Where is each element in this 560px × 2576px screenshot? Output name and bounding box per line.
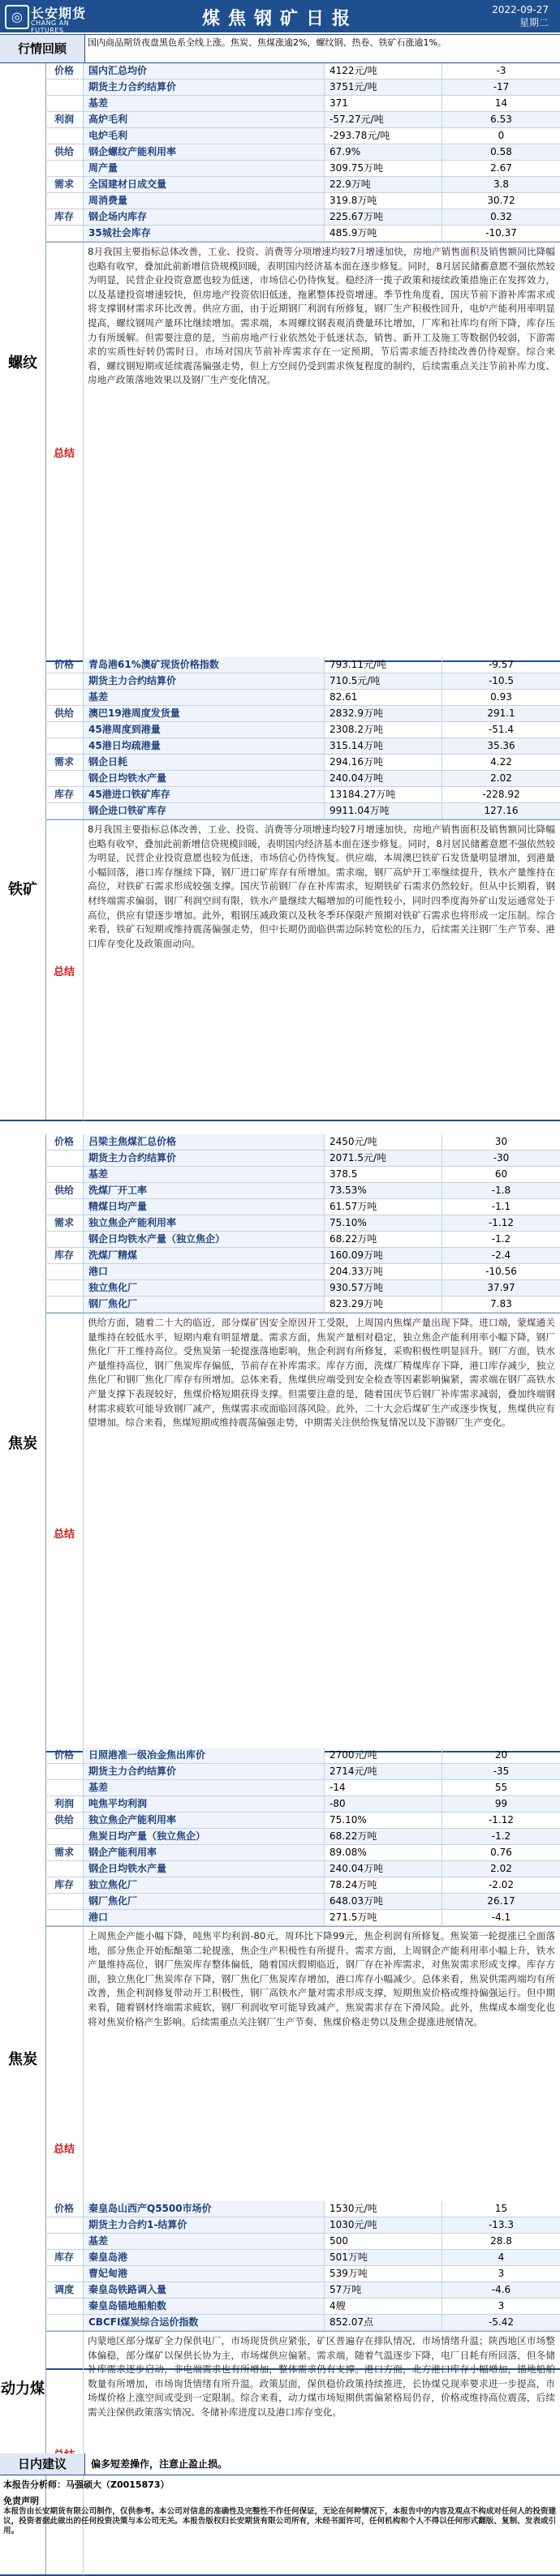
- section-2: [0, 1134, 560, 1752]
- table-row: [45, 1861, 560, 1877]
- table-row: [45, 1134, 560, 1150]
- cell-value: 309.75万吨: [325, 161, 442, 176]
- cell-value: 67.9%: [325, 144, 442, 160]
- cell-cat: [45, 722, 84, 738]
- cell-cat: [45, 2266, 84, 2281]
- cell-value: 9911.04万吨: [325, 803, 442, 819]
- intraday-advice-text: 偏多短差操作，注意止盈止损。: [91, 2458, 228, 2470]
- summary-text: 8月我国主要指标总体改善，工业、投资、消费等分项增速均较7月增速加快，房地产销售面积及销售额同比降幅也略有收窄，叠加此前新增信贷规模回暖，表明国内经济基本面在逐步修复。同时，8月居民储蓄意愿不强依然较为明显，民营企业投资意愿也较为低迷，市场信心仍待恢复。稳经济一揽子政策和接续政策措施正在发挥效力，以及基建投资增速较快，但房地产投资依旧低迷，拖累整体投资增速。季节性角度看，国庆节前下游补库需求或将支撑钢材需求环比改善。供应方面，由于近期钢厂利润有所修复，钢厂生产积极性回升，电炉产能利用率明显提高，螺纹钢周产量环比继续增加。需求端，本周螺纹钢表观消费量环比增加，厂库和社库均有所下降，库存压力有所缓解。但需要注意的是，当前房地产行业依然处于低迷状态，销售、新开工及施工等数据仍较弱，下游需求的实质性好转仍需时日。市场对国庆节前补库需求存在一定预期，节后需求能否持续改善仍待观察。综合来看，螺纹钢短期或延续震荡偏强走势，但上方空间仍受到需求恢复程度的制约，后续需重点关注节前补库力度、房地产政策落地效果以及钢厂生产变化情况。: [88, 246, 555, 386]
- cell-change: 7.83: [490, 1298, 512, 1310]
- table-row: [45, 128, 560, 144]
- table-row: [45, 1183, 560, 1199]
- table-row: [45, 690, 560, 706]
- cell-item: 独立焦化厂: [84, 1877, 325, 1893]
- cell-item: 钢企产能利用率: [84, 1845, 325, 1860]
- section-table: [45, 1748, 560, 1926]
- cell-value: 294.16万吨: [325, 755, 442, 770]
- cell-item: 基差: [84, 2234, 325, 2249]
- cell-change: 3: [498, 2300, 505, 2312]
- cell-item: 秦皇岛锚地船舶数: [84, 2299, 325, 2314]
- table-row: [45, 2234, 560, 2250]
- cell-cat: [45, 1280, 84, 1296]
- summary-label: 总结: [45, 1927, 84, 2369]
- cell-cat: 需求: [45, 755, 84, 770]
- cell-value: 2450元/吨: [325, 1134, 442, 1150]
- cell-cat: [45, 1764, 84, 1779]
- table-row: [45, 1894, 560, 1910]
- cell-cat: [45, 1264, 84, 1279]
- cell-cat: 库存: [45, 2250, 84, 2265]
- cell-change: 20: [494, 1749, 508, 1761]
- cell-value: 485.9万吨: [325, 226, 442, 241]
- cell-value: 89.08%: [325, 1845, 442, 1860]
- table-row: [45, 161, 560, 177]
- cell-change: 3: [498, 2268, 505, 2279]
- cell-change: -4.1: [491, 1912, 511, 1923]
- cell-change: -2.4: [442, 1248, 560, 1263]
- cell-value: 68.22万吨: [325, 1829, 442, 1844]
- table-row: [45, 2201, 560, 2217]
- table-row: [45, 2299, 560, 2315]
- cell-change: -1.8: [442, 1183, 560, 1198]
- cell-value: -80: [325, 1796, 442, 1812]
- cell-change: -5.42: [442, 2315, 560, 2330]
- cell-value: 61.57万吨: [325, 1199, 442, 1215]
- table-row: [45, 2250, 560, 2266]
- cell-value: -57.27元/吨: [325, 112, 442, 127]
- cell-value: 271.5万吨: [325, 1910, 442, 1925]
- cell-change: -1.1: [491, 1201, 511, 1212]
- cell-cat: [45, 1829, 84, 1844]
- cell-change: 55: [494, 1782, 508, 1793]
- table-row: [45, 96, 560, 112]
- cell-cat: 价格: [45, 657, 84, 673]
- table-row: [45, 657, 560, 673]
- cell-value: 648.03万吨: [325, 1894, 442, 1909]
- cell-item: 曹妃甸港: [84, 2266, 325, 2281]
- table-row: [45, 1829, 560, 1845]
- cell-change: 28.8: [490, 2235, 512, 2247]
- cell-value: 500: [325, 2234, 442, 2249]
- cell-change: -1.2: [442, 1829, 560, 1844]
- cell-change: -1.2: [491, 1233, 511, 1245]
- cell-value: 78.24万吨: [325, 1877, 442, 1893]
- cell-change: 35.36: [442, 738, 560, 754]
- cell-change: -35: [442, 1764, 560, 1779]
- report-title: 煤焦钢矿日报: [201, 8, 358, 29]
- table-row: [45, 193, 560, 209]
- cell-cat: [45, 2299, 84, 2314]
- cell-value: 68.22万吨: [325, 1232, 442, 1247]
- cell-item: 45港日均疏港量: [84, 738, 325, 754]
- cell-item: 秦皇岛港: [84, 2250, 325, 2265]
- table-row: [45, 2315, 560, 2331]
- cell-item: 精煤日均产量: [84, 1199, 325, 1215]
- logo-cn: 长安期货: [31, 6, 87, 21]
- cell-cat: 价格: [45, 1134, 84, 1150]
- cell-value: 4122元/吨: [325, 63, 442, 79]
- logo-mark-icon: ◎: [5, 5, 29, 29]
- table-row: [45, 673, 560, 690]
- cell-change: -30: [442, 1150, 560, 1166]
- cell-change: -1.12: [488, 1814, 515, 1826]
- section-name: 焦炭: [0, 1134, 46, 1751]
- cell-cat: [45, 2234, 84, 2249]
- cell-change: 0.58: [442, 144, 560, 160]
- cell-value: 13184.27万吨: [325, 787, 442, 802]
- cell-value: -293.78元/吨: [325, 128, 442, 144]
- cell-value: 930.57万吨: [325, 1280, 442, 1296]
- cell-value: -14: [325, 1780, 442, 1795]
- cell-value: 240.04万吨: [325, 1861, 442, 1877]
- disclaimer-text: 本报告由长安期货有限公司制作，仅供参考。本公司对信息的准确性及完整性不作任何保证，无论在何种情况下，本报告中的内容及观点不构成对任何人的投资建议，投资者据此做出的任何投资决策与本公司无关。本报告版权归长安期货有限公司所有，未经书面许可，任何机构和个人不得以任何形式翻版、复制、发表或引用。: [3, 2507, 557, 2535]
- table-row: [45, 1215, 560, 1232]
- cell-change: -2.02: [488, 1879, 515, 1890]
- cell-cat: 库存: [45, 1877, 84, 1893]
- cell-change: 0.76: [490, 1847, 512, 1858]
- cell-change: 30.72: [487, 195, 515, 206]
- cell-change: -10.37: [485, 227, 517, 239]
- section-summary: [45, 819, 560, 1120]
- cell-item: 澳巴19港周度发货量: [84, 706, 325, 721]
- section-name: 动力煤: [0, 2201, 46, 2574]
- summary-text: 8月我国主要指标总体改善，工业、投资、消费等分项增速均较7月增速加快，房地产销售面积及销售额同比降幅也略有收窄，叠加此前新增信贷规模回暖，表明国内经济基本面在逐步修复。同时，8月居民储蓄意愿不强依然较为明显，民营企业投资意愿也较为低迷，市场信心仍待恢复。供应端，本周澳巴铁矿石发货量明显增加，到港量小幅回落，港口库存继续下降，钢厂进口矿库存有所增加。需求端，钢厂高炉开工率继续提升，铁水产量维持在高位，对铁矿石需求形成较强支撑。国庆节前钢厂存在补库需求，短期铁矿石需求仍然较好。但从中长期看，钢材终端需求偏弱，钢厂利润空间有限，铁水产量继续大幅增加的可能性较小，同时四季度海外矿山发运通常处于高位，供应有望逐步增加。此外，粗钢压减政策以及秋冬季环保限产预期对铁矿石需求也将形成一定压制。综合来看，铁矿石短期或维持震荡偏强走势，但中长期仍面临供需边际转宽松的压力，后续需关注钢厂生产节奏、港口库存变化及政策面动向。: [88, 824, 555, 949]
- cell-item: 45港进口铁矿库存: [84, 787, 325, 802]
- cell-item: 周消费量: [84, 193, 325, 209]
- cell-change: -10.56: [485, 1266, 517, 1277]
- section-table: [45, 657, 560, 819]
- cell-cat: 利润: [45, 1796, 84, 1812]
- cell-cat: [45, 771, 84, 786]
- summary-label: 总结: [45, 243, 84, 661]
- cell-item: 基差: [84, 690, 325, 705]
- cell-item: 35城社会库存: [84, 226, 325, 241]
- cell-item: 基差: [84, 1780, 325, 1795]
- table-row: [45, 722, 560, 738]
- table-row: [45, 787, 560, 803]
- cell-change: -1.12: [442, 1215, 560, 1231]
- cell-value: 823.29万吨: [325, 1297, 442, 1312]
- table-row: [45, 1297, 560, 1313]
- cell-cat: [45, 690, 84, 705]
- table-row: [45, 1264, 560, 1280]
- table-row: [45, 1232, 560, 1248]
- cell-item: 秦皇岛铁路调入量: [84, 2282, 325, 2298]
- cell-change: -51.4: [488, 724, 515, 735]
- cell-item: 钢厂焦化厂: [84, 1297, 325, 1312]
- cell-cat: 库存: [45, 1248, 84, 1263]
- intraday-advice: [0, 2453, 560, 2475]
- table-row: [45, 706, 560, 722]
- cell-value: 1530元/吨: [325, 2201, 442, 2217]
- table-row: [45, 1845, 560, 1861]
- cell-change: -13.3: [442, 2217, 560, 2233]
- cell-item: 钢企场内库存: [84, 209, 325, 225]
- cell-item: 全国建材日成交量: [84, 177, 325, 192]
- market-review-label: 行情回顾: [0, 35, 85, 62]
- cell-cat: 库存: [45, 209, 84, 225]
- cell-value: 3751元/吨: [325, 80, 442, 95]
- report-date-block: [492, 3, 549, 29]
- table-row: [45, 1813, 560, 1829]
- cell-cat: [45, 1861, 84, 1877]
- section-summary: [45, 242, 560, 661]
- cell-cat: [45, 226, 84, 241]
- section-table: [45, 2201, 560, 2331]
- cell-item: 钢企日均铁水产量（独立焦企）: [84, 1232, 325, 1247]
- table-row: [45, 144, 560, 161]
- cell-item: 港口: [84, 1910, 325, 1925]
- summary-label: 总结: [45, 820, 84, 1120]
- market-review: [0, 34, 560, 63]
- cell-value: 2700元/吨: [325, 1748, 442, 1763]
- cell-cat: [45, 738, 84, 754]
- summary-label: 总结: [45, 1314, 84, 1752]
- cell-cat: 价格: [45, 1748, 84, 1763]
- table-row: [45, 209, 560, 226]
- report-header: [0, 0, 560, 32]
- logo-en: CHANG AN FUTURES: [31, 19, 70, 34]
- cell-value: 75.10%: [325, 1813, 442, 1828]
- cell-cat: [45, 96, 84, 111]
- cell-cat: 需求: [45, 1215, 84, 1231]
- cell-change: 26.17: [442, 1894, 560, 1909]
- cell-cat: [45, 1167, 84, 1182]
- table-row: [45, 771, 560, 787]
- disclaimer-title: 免责声明: [3, 2496, 39, 2506]
- table-row: [45, 1910, 560, 1926]
- section-0: [0, 63, 560, 662]
- cell-item: 独立焦企产能利用率: [84, 1215, 325, 1231]
- cell-value: 371: [325, 96, 442, 111]
- section-1: [0, 657, 560, 1121]
- cell-item: 期货主力合约结算价: [84, 673, 325, 689]
- cell-value: 710.5元/吨: [325, 673, 442, 689]
- table-row: [45, 80, 560, 96]
- report-date: 2022-09-27: [492, 4, 549, 15]
- cell-cat: 利润: [45, 112, 84, 127]
- cell-item: 焦炭日均产量（独立焦企）: [84, 1829, 325, 1844]
- cell-cat: 供给: [45, 144, 84, 160]
- cell-item: CBCFI煤炭综合运价指数: [84, 2315, 325, 2330]
- section-name: 螺纹: [0, 63, 46, 660]
- cell-cat: 调度: [45, 2282, 84, 2298]
- summary-text: 上周焦企产能小幅下降，吨焦平均利润-80元，周环比下降99元，焦企利润有所修复。焦炭第一轮提涨已全面落地，部分焦企开始酝酿第二轮提涨，焦企生产积极性有所提升。需求方面，上周钢企产能利用率小幅上升，铁水产量维持高位，钢厂焦炭库存整体偏低，随着国庆假期临近，钢厂存在补库需求，对焦炭需求形成支撑。库存方面，独立焦化厂焦炭库存下降，钢厂焦化厂焦炭库存增加，港口库存小幅减少。总体来看，焦炭供需两端均有所改善，焦企利润修复带动开工积极性，钢厂高铁水产量对需求形成支撑，短期焦炭价格或维持偏强运行。但中期来看，随着钢材终端需求疲软，钢厂利润收窄可能导致减产，焦炭需求存在下滑风险。此外，焦煤成本端变化也将对焦炭价格产生影响。后续需重点关注钢厂生产节奏、焦煤价格走势以及焦企提涨进展情况。: [88, 1930, 555, 2028]
- cell-cat: 价格: [45, 63, 84, 79]
- cell-change: 0.93: [490, 691, 512, 703]
- cell-change: 0: [498, 130, 505, 141]
- table-row: [45, 1150, 560, 1167]
- cell-cat: [45, 1297, 84, 1312]
- table-row: [45, 2217, 560, 2234]
- table-row: [45, 1280, 560, 1297]
- cell-item: 期货主力合约结算价: [84, 80, 325, 95]
- cell-cat: [45, 1199, 84, 1215]
- cell-cat: [45, 2315, 84, 2330]
- cell-item: 期货主力合约1-结算价: [84, 2217, 325, 2233]
- cell-item: 期货主力合约结算价: [84, 1150, 325, 1166]
- cell-item: 独立焦企产能利用率: [84, 1813, 325, 1828]
- summary-text: 供给方面，随着二十大的临近，部分煤矿因安全原因开工受限，上周国内焦煤产量出现下降。进口端，蒙煤通关量维持在较低水平，短期内难有明显增量。需求方面，焦炭产量相对稳定，独立焦企产能利用率小幅下降，钢厂焦化厂开工维持高位。受焦炭第一轮提涨落地影响，焦企利润有所修复，采购积极性明显回升。钢厂方面，铁水产量维持高位，钢厂焦炭库存偏低，节前存在补库需求。库存方面，洗煤厂精煤库存下降，港口库存减少，独立焦化厂和钢厂焦化厂库存有所增加。总体来看，焦煤供应端受到安全检查等因素影响偏紧，需求端在钢厂高铁水产量支撑下表现较好，焦煤价格短期获得支撑。但需要注意的是，随着国庆节后钢厂补库需求减弱，叠加终端钢材需求疲软可能导致钢厂减产，焦煤需求或面临回落风险。此外，二十大会后煤矿生产或逐步恢复，焦煤供应有望增加。综合来看，焦煤短期或维持震荡偏强走势，中期需关注供给恢复情况以及下游钢厂生产变化。: [88, 1317, 555, 1429]
- cell-item: 钢企日均铁水产量: [84, 1861, 325, 1877]
- cell-value: 793.11元/吨: [325, 657, 442, 673]
- cell-change: 30: [494, 1136, 508, 1147]
- cell-item: 基差: [84, 1167, 325, 1182]
- table-row: [45, 1877, 560, 1894]
- cell-item: 钢厂焦化厂: [84, 1894, 325, 1909]
- cell-change: 4.22: [490, 756, 512, 768]
- cell-value: 2714元/吨: [325, 1764, 442, 1779]
- summary-text: 内蒙地区部分煤矿全力保供电厂，市场现货供应紧张，矿区普遍存在排队情况，市场情绪升温；陕西地区市场整体偏稳，部分煤矿以保供长协为主，市场煤供应偏紧。需求端，随着气温逐步下降，电厂日耗有所回落，但冬储补库需求逐步启动，非电端需求也有所增加，整体需求仍有支撑。港口方面，北方港口库存小幅增加，锚地船舶数量有所增加，市场询货情绪有所升温。政策层面，保供稳价政策持续推进，长协煤兑现率要求进一步提高，市场煤价格上涨空间或受到一定限制。综合来看，动力煤市场短期供需偏紧格局仍存，价格或维持高位震荡，后续需关注保供政策落实情况、冬储补库进度以及港口库存变化。: [88, 2335, 555, 2418]
- cell-value: 319.8万吨: [325, 193, 442, 209]
- table-row: [45, 755, 560, 771]
- analyst-line: 本报告分析师：马强硕大（Z0015873）: [3, 2479, 170, 2490]
- cell-item: 期货主力合约结算价: [84, 1764, 325, 1779]
- cell-change: 3.8: [442, 177, 560, 192]
- cell-item: 45港周度到港量: [84, 722, 325, 738]
- cell-cat: [45, 1780, 84, 1795]
- cell-change: -228.92: [482, 789, 520, 800]
- cell-cat: [45, 193, 84, 209]
- cell-cat: [45, 673, 84, 689]
- cell-change: -10.5: [442, 673, 560, 689]
- table-row: [45, 1167, 560, 1183]
- cell-value: 4艘: [325, 2299, 442, 2314]
- cell-item: 钢企进口铁矿库存: [84, 803, 325, 819]
- section-table: [45, 1134, 560, 1313]
- cell-item: 港口: [84, 1264, 325, 1279]
- cell-value: 2832.9万吨: [325, 706, 442, 721]
- cell-item: 日照港准一级冶金焦出库价: [84, 1748, 325, 1763]
- cell-cat: [45, 1910, 84, 1925]
- cell-change: -4.6: [442, 2282, 560, 2298]
- cell-cat: 供给: [45, 706, 84, 721]
- intraday-advice-label: 日内建议: [0, 2453, 85, 2475]
- cell-change: 0.32: [442, 209, 560, 225]
- cell-value: 204.33万吨: [325, 1264, 442, 1279]
- cell-change: 291.1: [442, 706, 560, 721]
- table-row: [45, 2282, 560, 2299]
- cell-change: 99: [442, 1796, 560, 1812]
- cell-item: 吨焦平均利润: [84, 1796, 325, 1812]
- cell-item: 周产量: [84, 161, 325, 176]
- cell-item: 钢企螺纹产能利用率: [84, 144, 325, 160]
- section-table: [45, 63, 560, 242]
- cell-cat: 库存: [45, 787, 84, 802]
- section-summary: [45, 1313, 560, 1752]
- cell-change: 60: [494, 1168, 508, 1180]
- cell-change: -17: [442, 80, 560, 95]
- cell-cat: [45, 2217, 84, 2233]
- cell-change: 14: [494, 97, 508, 109]
- cell-change: 2.02: [442, 771, 560, 786]
- table-row: [45, 112, 560, 128]
- cell-value: 160.09万吨: [325, 1248, 442, 1263]
- cell-change: 6.53: [442, 112, 560, 127]
- cell-value: 73.53%: [325, 1183, 442, 1198]
- table-row: [45, 2266, 560, 2282]
- cell-change: 127.16: [442, 803, 560, 819]
- cell-change: 15: [494, 2203, 508, 2214]
- section-name: 铁矿: [0, 657, 46, 1120]
- cell-value: 539万吨: [325, 2266, 442, 2281]
- cell-item: 钢企日耗: [84, 755, 325, 770]
- table-row: [45, 1248, 560, 1264]
- cell-item: 电炉毛利: [84, 128, 325, 144]
- cell-change: -9.57: [488, 659, 515, 670]
- cell-item: 高炉毛利: [84, 112, 325, 127]
- cell-value: 75.10%: [325, 1215, 442, 1231]
- cell-cat: [45, 80, 84, 95]
- cell-value: 501万吨: [325, 2250, 442, 2265]
- cell-change: 4: [442, 2250, 560, 2265]
- cell-change: 2.67: [490, 162, 512, 174]
- cell-value: 240.04万吨: [325, 771, 442, 786]
- cell-value: 225.67万吨: [325, 209, 442, 225]
- cell-cat: 供给: [45, 1183, 84, 1198]
- cell-value: 1030元/吨: [325, 2217, 442, 2233]
- cell-cat: 需求: [45, 177, 84, 192]
- table-row: [45, 1780, 560, 1796]
- cell-cat: [45, 803, 84, 819]
- cell-value: 315.14万吨: [325, 738, 442, 754]
- report-weekday: 星期二: [519, 17, 549, 28]
- cell-cat: 价格: [45, 2201, 84, 2217]
- table-row: [45, 738, 560, 755]
- cell-cat: 需求: [45, 1845, 84, 1860]
- cell-item: 钢企日均铁水产量: [84, 771, 325, 786]
- table-row: [45, 226, 560, 242]
- cell-value: 2071.5元/吨: [325, 1150, 442, 1166]
- market-review-text: 国内商品期货夜盘黑色系全线上涨。焦炭、焦煤涨逾2%，螺纹钢、热卷、铁矿石涨逾1%。: [88, 37, 446, 48]
- cell-item: 独立焦化厂: [84, 1280, 325, 1296]
- table-row: [45, 1796, 560, 1813]
- table-row: [45, 1199, 560, 1215]
- cell-value: 852.07点: [325, 2315, 442, 2330]
- cell-item: 洗煤厂开工率: [84, 1183, 325, 1198]
- table-row: [45, 1748, 560, 1764]
- cell-change: 37.97: [442, 1280, 560, 1296]
- table-row: [45, 1764, 560, 1780]
- section-name: 焦炭: [0, 1748, 46, 2368]
- cell-item: 国内汇总均价: [84, 63, 325, 79]
- cell-value: 22.9万吨: [325, 177, 442, 192]
- cell-cat: 供给: [45, 1813, 84, 1828]
- cell-value: 378.5: [325, 1167, 442, 1182]
- cell-cat: [45, 1150, 84, 1166]
- cell-value: 57万吨: [325, 2282, 442, 2298]
- cell-item: 基差: [84, 96, 325, 111]
- cell-value: 82.61: [325, 690, 442, 705]
- cell-item: 青岛港61%澳矿现货价格指数: [84, 657, 325, 673]
- cell-item: 吕梁主焦煤汇总价格: [84, 1134, 325, 1150]
- cell-change: -3: [496, 65, 506, 76]
- cell-cat: [45, 128, 84, 144]
- cell-cat: [45, 1894, 84, 1909]
- cell-cat: [45, 161, 84, 176]
- table-row: [45, 177, 560, 193]
- table-row: [45, 803, 560, 819]
- cell-item: 洗煤厂精煤: [84, 1248, 325, 1263]
- cell-cat: [45, 1232, 84, 1247]
- cell-value: 2308.2万吨: [325, 722, 442, 738]
- cell-change: 2.02: [442, 1861, 560, 1877]
- cell-item: 秦皇岛山西产Q5500市场价: [84, 2201, 325, 2217]
- table-row: [45, 63, 560, 80]
